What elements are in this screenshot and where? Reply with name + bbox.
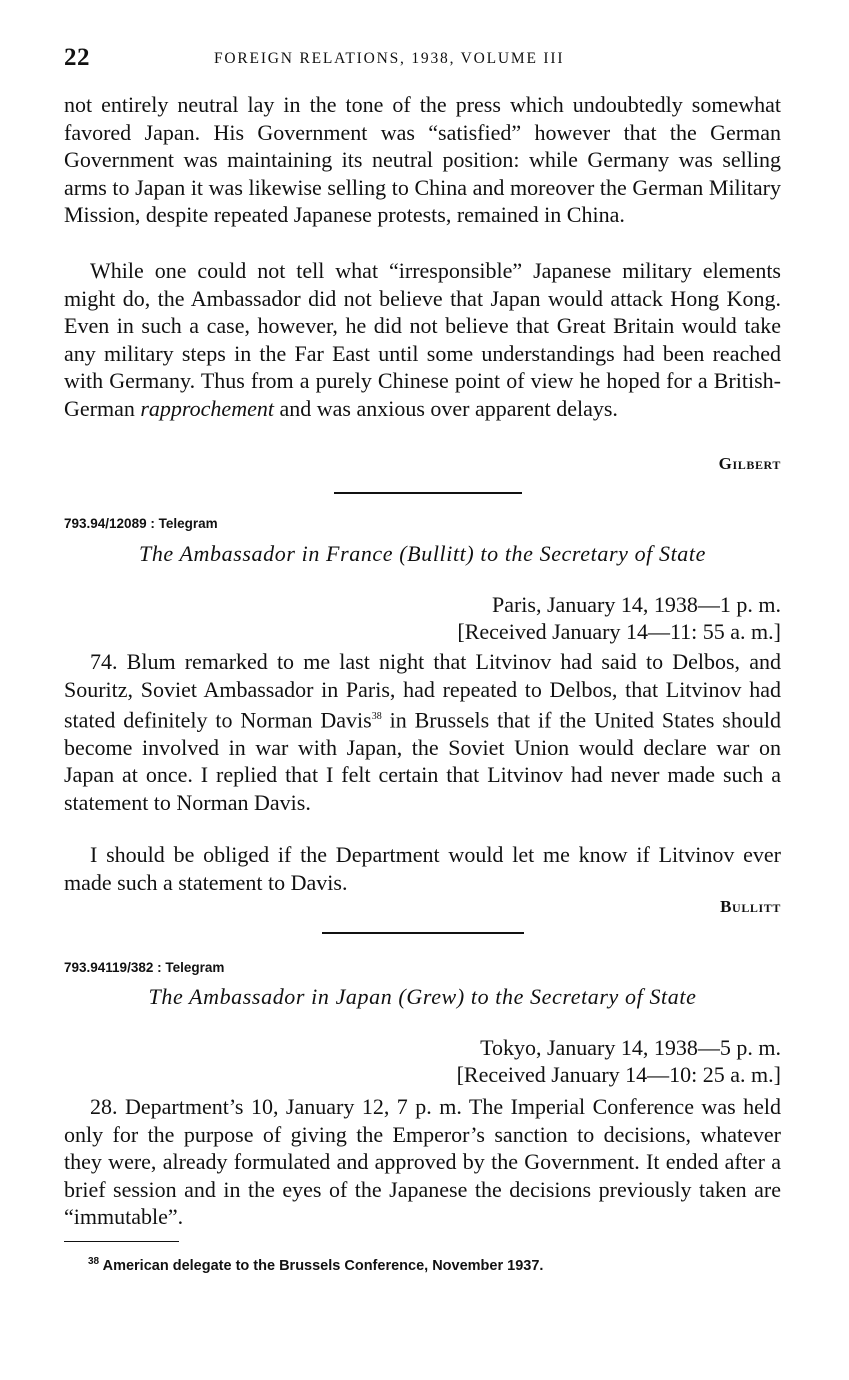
paragraph-text-end: and was anxious over apparent delays.	[273, 395, 618, 421]
section-divider	[322, 932, 524, 934]
section-divider	[334, 492, 522, 494]
paragraph-text: 28. Department’s 10, January 12, 7 p. m. The Imperial Conference was held only for the purpose of giving the Emperor’s sanction to decisions, whatever they were, already formulated and approved by the Government. It ended after a brief session and in the eyes of the Japanese the decisions previously taken are “immutable”.	[64, 1094, 781, 1229]
dateline-sent: Tokyo, January 14, 1938—5 p. m.	[480, 1035, 781, 1060]
footnote-text: American delegate to the Brussels Conference, November 1937.	[99, 1257, 544, 1274]
italic-term: rapprochement	[140, 395, 274, 421]
grew-paragraph-1	[64, 1093, 781, 1231]
continuation-paragraph	[64, 91, 781, 229]
page-header	[64, 44, 780, 78]
file-reference: 793.94119/382 : Telegram	[64, 960, 225, 975]
footnote-number: 38	[88, 1256, 100, 1267]
bullitt-paragraph-2	[64, 841, 781, 896]
paragraph-text: While one could not tell what “irresponsible” Japanese military elements might do, the Ambassador did not believe that Japan would attack Hong Kong. Even in such a case, however, he did not believe that Great Britain would take any military steps in the Far East until some understandings had been reached with Germany. Thus from a purely Chinese point of view he hoped for a British-German	[64, 258, 781, 421]
footnote-divider	[64, 1241, 179, 1242]
bullitt-paragraph-1	[64, 648, 781, 816]
document-title: The Ambassador in Japan (Grew) to the Secretary of State	[148, 984, 697, 1009]
footnote-marker[interactable]: 38	[371, 711, 382, 722]
signature-bullitt: Bullitt	[720, 897, 781, 916]
dateline-sent: Paris, January 14, 1938—1 p. m.	[491, 592, 781, 617]
paragraph-text: 74. Blum remarked to me last night that Litvinov had said to Delbos, and Souritz, Soviet Ambassador in Paris, had repeated to Delbos, that Litvinov had stated definitely to Norman Davis	[64, 649, 781, 733]
dateline-received: [Received January 14—11: 55 a. m.]	[457, 619, 781, 644]
gilbert-paragraph-2	[64, 257, 781, 422]
document-title: The Ambassador in France (Bullitt) to the Secretary of State	[139, 541, 706, 566]
continuation-text: not entirely neutral lay in the tone of the press which undoubtedly somewhat favored Japan. His Government was “satisfied” however that the German Government was maintaining its neutral position: while Germany was selling arms to Japan it was likewise selling to China and moreover the German Military Mission, despite repeated Japanese protests, remained in China.	[64, 92, 781, 227]
running-head: FOREIGN RELATIONS, 1938, VOLUME III	[214, 50, 565, 67]
footnote	[88, 1256, 543, 1274]
file-reference: 793.94/12089 : Telegram	[64, 516, 218, 531]
dateline-received: [Received January 14—10: 25 a. m.]	[456, 1062, 781, 1087]
page-number: 22	[64, 44, 90, 71]
paragraph-text: I should be obliged if the Department would let me know if Litvinov ever made such a statement to Davis.	[64, 842, 781, 895]
signature-gilbert: Gilbert	[718, 454, 781, 473]
paragraph-text-end: in Brussels that if the United States should become involved in war with Japan, the Soviet Union would declare war on Japan at once. I replied that I felt certain that Litvinov had never made such a statement to Norman Davis.	[64, 707, 781, 815]
